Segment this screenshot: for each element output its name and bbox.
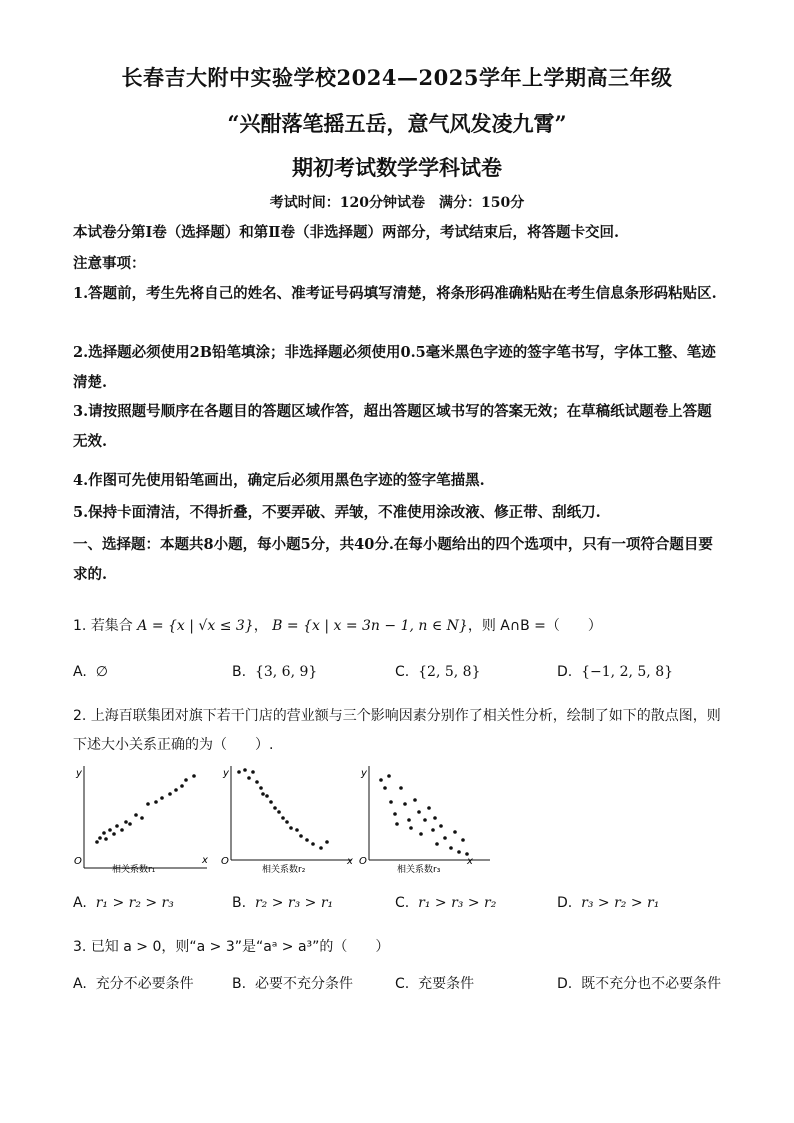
note-3: 3.请按照题号顺序在各题目的答题区域作答，超出答题区域书写的答案无效；在草稿纸试题卷上答题无效. (73, 403, 712, 450)
origin-label: O (74, 856, 82, 867)
notes-title: 注意事项： (73, 255, 146, 272)
set-a: A = {x | √x ≤ 3} (137, 618, 254, 634)
scatter-plot-2 (217, 760, 357, 878)
x-axis-label: x (347, 856, 353, 867)
exam-subject-title: 期初考试数学学科试卷 (292, 155, 502, 180)
scatter-plot-3 (355, 760, 495, 878)
exam-time-score: 考试时间：120分钟试卷 满分：150分 (269, 195, 525, 211)
q3-option-d[interactable]: D. 既不充分也不必要条件 (557, 976, 722, 992)
exam-motto: “兴酣落笔摇五岳，意气风发凌九霄” (227, 111, 567, 136)
x-axis-label: x (467, 856, 473, 867)
q1-option-a[interactable]: A. ∅ (73, 664, 108, 680)
scatter-points (95, 774, 196, 844)
note-4: 4.作图可先使用铅笔画出，确定后必须用黑色字迹的签字笔描黑. (73, 472, 485, 489)
question-text: 上海百联集团对旗下若干门店的营业额与三个影响因素分别作了相关性分析，绘制了如下的散点图，则下述大小关系正确的为（ ）. (73, 708, 721, 753)
note-1: 1.答题前，考生先将自己的姓名、准考证号码填写清楚，将条形码准确粘贴在考生信息条形码粘贴区. (73, 285, 717, 302)
y-axis-label: y (361, 768, 367, 779)
q1-option-d[interactable]: D. {−1, 2, 5, 8} (557, 664, 674, 680)
note-5: 5.保持卡面清洁，不得折叠，不要弄破、弄皱，不准使用涂改液、修正带、刮纸刀. (73, 504, 601, 521)
section-one-heading: 一、选择题：本题共8小题，每小题5分，共40分.在每小题给出的四个选项中，只有一项符合题目要求的. (73, 536, 713, 583)
plot-caption: 相关系数r₃ (397, 865, 441, 875)
q2-option-c[interactable]: C. r₁ > r₃ > r₂ (395, 895, 497, 911)
note-2: 2.选择题必须使用2B铅笔填涂；非选择题必须使用0.5毫米黑色字迹的签字笔书写，字体工整、笔迹清楚. (73, 344, 716, 391)
q1-option-c[interactable]: C. {2, 5, 8} (395, 664, 481, 680)
question-3 (73, 936, 723, 956)
question-2 (73, 702, 723, 760)
question-1: 1. 若集合 A = {x | √x ≤ 3}， B = {x | x = 3n − 1, n ∈ N}，则 A∩B =（ ） (73, 618, 602, 634)
y-axis-label: y (76, 768, 82, 779)
origin-label: O (221, 856, 229, 867)
question-number: 2. (73, 708, 87, 724)
q2-option-b[interactable]: B. r₂ > r₃ > r₁ (232, 895, 334, 911)
question-ask: ，则 A∩B =（ ） (467, 618, 602, 634)
question-lead: 若集合 (90, 618, 133, 634)
plot-caption: 相关系数r₁ (112, 865, 156, 875)
origin-label: O (359, 856, 367, 867)
plot-caption: 相关系数r₂ (262, 865, 306, 875)
q3-option-a[interactable]: A. 充分不必要条件 (73, 976, 194, 992)
scatter-points (379, 774, 469, 856)
q2-option-a[interactable]: A. r₁ > r₂ > r₃ (73, 895, 174, 911)
question-text: 已知 a > 0，则“a > 3”是“aᵃ > a³”的（ ） (90, 939, 390, 955)
question-number: 1. (73, 618, 87, 634)
q3-option-c[interactable]: C. 充要条件 (395, 976, 475, 992)
y-axis-label: y (223, 768, 229, 779)
q2-option-d[interactable]: D. r₃ > r₂ > r₁ (557, 895, 660, 911)
exam-intro: 本试卷分第Ⅰ卷（选择题）和第Ⅱ卷（非选择题）两部分，考试结束后，将答题卡交回. (73, 224, 620, 241)
exam-school-title: 长春吉大附中实验学校2024—2025学年上学期高三年级 (121, 65, 673, 90)
q1-option-b[interactable]: B. {3, 6, 9} (232, 664, 318, 680)
q3-option-b[interactable]: B. 必要不充分条件 (232, 976, 353, 992)
question-number: 3. (73, 939, 87, 955)
scatter-points (237, 768, 329, 850)
scatter-plot-1 (72, 760, 212, 878)
x-axis-label: x (202, 855, 208, 866)
set-b: B = {x | x = 3n − 1, n ∈ N} (272, 618, 468, 634)
